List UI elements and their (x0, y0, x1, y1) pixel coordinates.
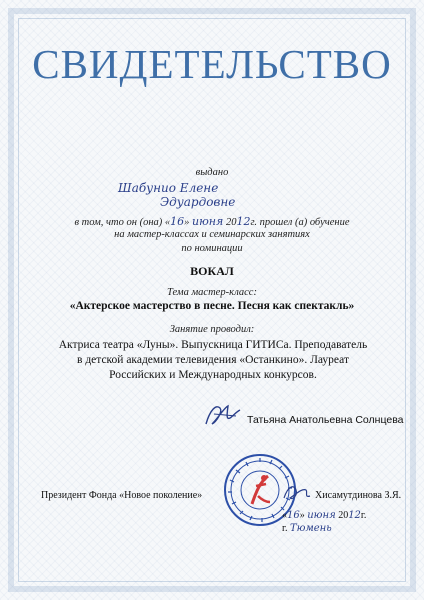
recipient-name-line2: Эдуардовне (160, 195, 236, 209)
instructor-signature (200, 400, 248, 430)
issue-year-suffix: 12 (348, 510, 361, 521)
instructor-name: Татьяна Анатольевна Солнцева (247, 414, 404, 426)
issue-city-prefix: г. (282, 523, 288, 534)
issue-date (282, 510, 366, 534)
issue-city-line (282, 523, 366, 534)
issue-city: Тюмень (289, 523, 332, 534)
director-signature (280, 480, 316, 506)
topic-label: Тема мастер-класс: (167, 287, 257, 298)
completion-text-part1: в том, что он (она) « (74, 217, 171, 228)
issued-label: выдано (195, 167, 229, 178)
completion-year-suffix: 12 (236, 215, 251, 228)
director-name: Хисамутдинова З.Я. (315, 490, 402, 501)
nomination-title: ВОКАЛ (190, 264, 234, 278)
certificate-title: СВИДЕТЕЛЬСТВО (32, 41, 392, 87)
completion-text-part2: » (184, 217, 193, 228)
president-label: Президент Фонда «Новое поколение» (41, 490, 203, 501)
completion-month: июня (192, 215, 224, 228)
recipient-name-line1: Шабунио Елене (118, 181, 219, 195)
issue-date-line: «16» июня 2012г. (282, 510, 367, 521)
completion-line3: по номинации (181, 243, 243, 254)
completion-line1 (0, 215, 424, 228)
issue-year-suffix-label: г. (360, 510, 367, 521)
completion-day: 16 (170, 215, 185, 228)
issue-year-prefix: 20 (338, 510, 349, 521)
completion-text-part3: г. прошел (а) обучение (250, 217, 350, 228)
issue-day: 16 (287, 510, 300, 521)
instructor-description: Актриса театра «Луны». Выпускница ГИТИСа. Преподаватель в детской академии телевидения «Останкино». Лауреат Российских и Международных конкурсов. (58, 339, 368, 381)
issue-month: июня (307, 510, 336, 521)
instructor-label: Занятие проводил: (169, 324, 255, 335)
completion-line2: на мастер-классах и семинарских занятиях (114, 229, 310, 240)
completion-year-prefix: 20 (225, 217, 237, 228)
topic-title: «Актерское мастерство в песне. Песня как спектакль» (69, 300, 355, 312)
